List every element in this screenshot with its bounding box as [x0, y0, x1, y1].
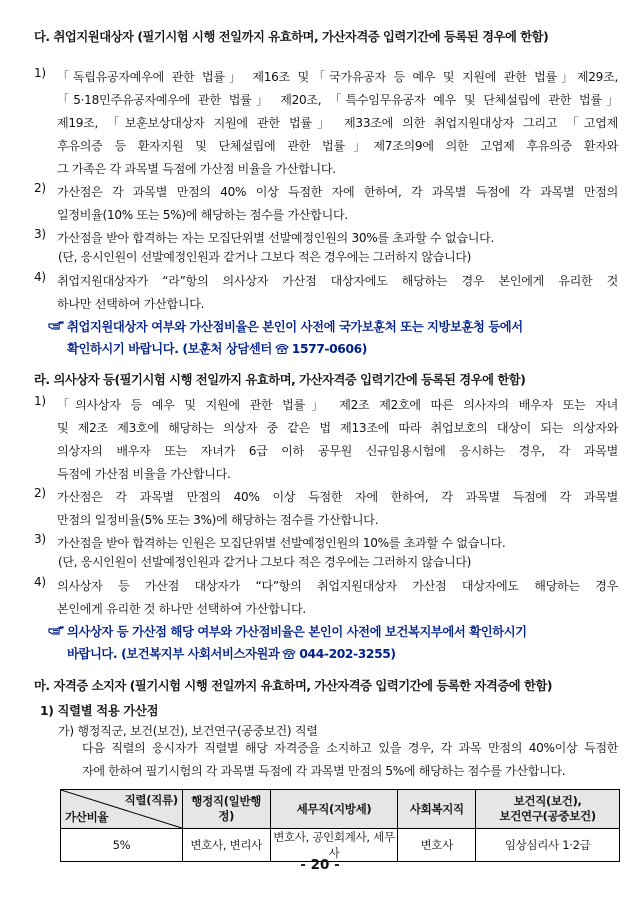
tip-line — [48, 338, 618, 360]
text-line: 「독립유공자예우에 관한 법률」 제16조 및「국가유공자 등 예우 및 지원에 관한 법률」제29조, — [57, 70, 618, 84]
tip-text: 확인하시기 바랍니다. (보훈처 상담센터 — [67, 342, 272, 356]
text-line: 가산점은 각 과목별 만점의 40% 이상 득점한 자에 한하여, 각 과목별 득점에 각 과목별 만점의 — [57, 185, 618, 199]
item-number: 1) — [34, 66, 46, 80]
text-line: 본인에게 유리한 것 하나만 선택하여 가산합니다. — [57, 602, 306, 616]
text-line: 의사상자 등 가산점 대상자가 “다”항의 취업지원대상자 가산점 대상자에도 해당하는 경우 — [57, 579, 618, 593]
column-header-line: 보건직(보건), — [513, 794, 582, 808]
table-header-row — [61, 790, 620, 829]
subsection-subtitle: 가) 행정직군, 보건(보건), 보건연구(공중보건) 직렬 — [58, 724, 318, 738]
tip-line: 의사상자 등 가산점 해당 여부와 가산점비율은 본인이 사전에 보건복지부에서 확인하시기 — [67, 625, 527, 639]
text-line: 그 가족은 각 과목별 득점에 가산점 비율을 가산합니다. — [57, 162, 336, 176]
text-line: 자에 한하여 필기시험의 각 과목별 득점에 각 과목별 만점의 5%에 해당하는 점수를 가산합니다. — [82, 764, 566, 778]
section-title-ma: 마. 자격증 소지자 (필기시험 시행 전일까지 유효하며, 가산자격증 입력기간에 등록한 자격증에 한함) — [34, 679, 553, 693]
text-line: 및 제2조 제3호에 해당하는 의상자 중 같은 법 제13조에 따라 취업보호의 대상이 되는 의상자와 — [57, 421, 618, 435]
table-cell: 5% — [61, 829, 183, 862]
text-line: 의상자의 배우자 또는 자녀가 6급 이하 공무원 신규임용시험에 응시하는 경우, 각 과목별 — [57, 444, 618, 458]
section-title-ra: 라. 의사상자 등(필기시험 시행 전일까지 유효하며, 가산자격증 입력기간에 등록된 경우에 한함) — [34, 373, 526, 387]
text-line: 제19조, 「보훈보상대상자 지원에 관한 법률」 제33조에 의한 취업지원대상자 그리고 「고엽제 — [57, 116, 618, 130]
phone-icon — [275, 343, 289, 354]
table-cell: 변호사, 변리사 — [182, 829, 270, 862]
text-line: 만점의 일정비율(5% 또는 3%)에 해당하는 점수를 가산합니다. — [57, 513, 379, 527]
tip-box — [48, 621, 618, 665]
corner-label-bottom: 가산비율 — [65, 810, 109, 824]
subsection-title: 1) 직렬별 적용 가산점 — [40, 704, 159, 718]
item-number: 1) — [34, 394, 46, 408]
text-line: 「5·18민주유공자예우에 관한 법률」 제20조, 「특수임무유공자 예우 및 단체설립에 관한 법률」 — [57, 93, 618, 107]
pointing-hand-icon — [48, 319, 64, 333]
tip-line: 취업지원대상자 여부와 가산점비율은 본인이 사전에 국가보훈처 또는 지방보훈청 등에서 — [67, 320, 523, 334]
list-item — [34, 66, 618, 181]
list-item — [34, 270, 618, 316]
table-cell: 임상심리사 1·2급 — [476, 829, 620, 862]
list-item — [34, 575, 618, 621]
text-line: 후유의증 등 환자지원 및 단체설립에 관한 법률」제7조의9에 의한 고엽제 후유의증 환자와 — [57, 139, 618, 153]
text-line: 일정비율(10% 또는 5%)에 해당하는 점수를 가산합니다. — [57, 208, 348, 222]
list-item — [34, 394, 618, 486]
text-line: 다음 직렬의 응시자가 직렬별 해당 자격증을 소지하고 있을 경우, 각 과목 만점의 40%이상 득점한 — [82, 741, 618, 755]
column-header — [476, 790, 620, 829]
page-number: - 20 - — [300, 857, 340, 873]
tip-phone-number: 044-202-3255) — [299, 647, 396, 661]
corner-label-top: 직렬(직류) — [124, 793, 178, 807]
bonus-points-table — [60, 789, 620, 862]
pointing-hand-icon — [48, 624, 64, 638]
item-number: 3) — [34, 532, 46, 546]
tip-text: 바랍니다. (보건복지부 사회서비스자원과 — [67, 647, 280, 661]
item-number: 2) — [34, 486, 46, 500]
item-number: 4) — [34, 575, 46, 589]
text-line: 하나만 선택하여 가산합니다. — [57, 297, 205, 311]
text-line: 「의사상자 등 예우 및 지원에 관한 법률」 제2조 제2호에 따른 의사자의 배우자 또는 자녀 — [57, 398, 618, 412]
column-header: 행정직(일반행정) — [182, 790, 270, 829]
text-line: 취업지원대상자가 “라”항의 의사상자 가산점 대상자에도 해당하는 경우 본인에게 유리한 것 — [57, 274, 618, 288]
table-cell: 변호사 — [398, 829, 476, 862]
note-text: (단, 응시인원이 선발예정인원과 같거나 그보다 적은 경우에는 그러하지 않습니다) — [58, 250, 472, 264]
section-title-da: 다. 취업지원대상자 (필기시험 시행 전일까지 유효하며, 가산자격증 입력기간에 등록된 경우에 한함) — [34, 30, 549, 44]
item-number: 2) — [34, 181, 46, 195]
phone-icon — [282, 648, 296, 659]
tip-line — [48, 643, 618, 665]
item-number: 4) — [34, 270, 46, 284]
note-text: (단, 응시인원이 선발예정인원과 같거나 그보다 적은 경우에는 그러하지 않습니다) — [58, 555, 472, 569]
text-line: 득점에 가산점 비율을 가산합니다. — [57, 467, 231, 481]
table-cell: 변호사, 공인회계사, 세무사 — [270, 829, 398, 862]
list-item — [34, 486, 618, 532]
column-header: 세무직(지방세) — [270, 790, 398, 829]
text-line: 가산점을 받아 합격하는 인원은 모집단위별 선발예정인원의 10%를 초과할 수 없습니다. — [57, 536, 506, 550]
list-item — [34, 181, 618, 227]
column-header: 사회복지직 — [398, 790, 476, 829]
text-line: 가산점을 받아 합격하는 자는 모집단위별 선발예정인원의 30%를 초과할 수 없습니다. — [57, 231, 495, 245]
tip-phone-number: 1577-0606) — [291, 342, 367, 356]
paragraph — [82, 737, 618, 783]
table-corner-cell — [61, 790, 183, 829]
column-header-line: 보건연구(공중보건) — [499, 809, 596, 823]
item-number: 3) — [34, 227, 46, 241]
tip-box — [48, 316, 618, 360]
text-line: 가산점은 각 과목별 만점의 40% 이상 득점한 자에 한하여, 각 과목별 득점에 각 과목별 — [57, 490, 618, 504]
